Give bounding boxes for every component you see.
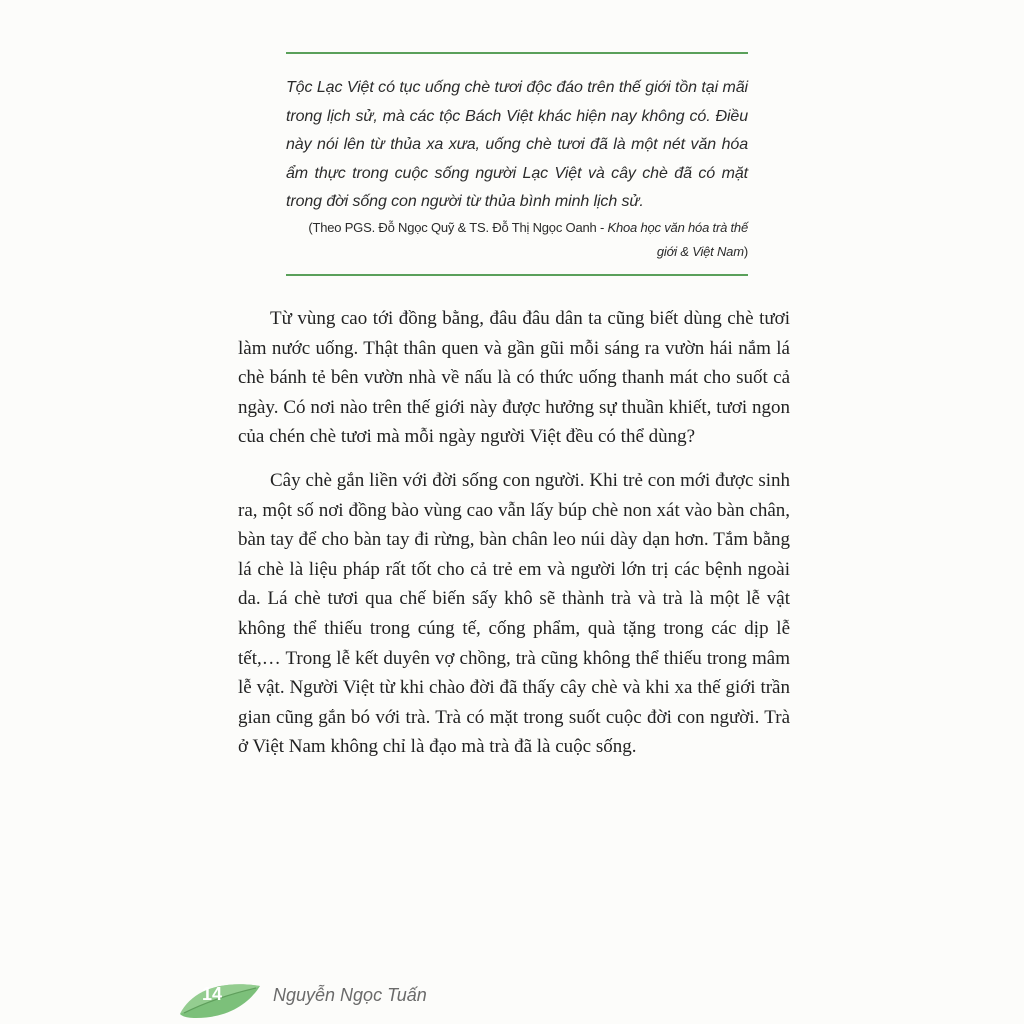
source-prefix: (Theo PGS. Đỗ Ngọc Quỹ & TS. Đỗ Thị Ngọc Oanh - (308, 220, 608, 235)
running-footer-author: Nguyễn Ngọc Tuấn (273, 985, 427, 1005)
paragraph: Cây chè gắn liền với đời sống con người. Khi trẻ con mới được sinh ra, một số nơi đồng bào vùng cao vẫn lấy búp chè non xát vào bàn chân, bàn tay để cho bàn tay đi rừng, bàn chân leo núi dày dạn hơn. Tắm bằng lá chè là liệu pháp rất tốt cho cả trẻ em và người lớn trị các bệnh ngoài da. Lá chè tươi qua chế biến sấy khô sẽ thành trà và trà là một lễ vật không thể thiếu trong cúng tế, cống phẩm, quà tặng trong các dịp lễ tết,… Trong lễ kết duyên vợ chồng, trà cũng không thể thiếu trong mâm lễ vật. Người Việt từ khi chào đời đã thấy cây chè và khi xa thế giới trần gian cũng gắn bó với trà. Trà có mặt trong suốt cuộc đời con người. Trà ở Việt Nam không chỉ là đạo mà trà đã là cuộc sống. (238, 469, 790, 758)
source-title: Khoa học văn hóa trà thế giới & Việt Nam (607, 220, 748, 259)
quote-text: Tộc Lạc Việt có tục uống chè tươi độc đáo trên thế giới tồn tại mãi trong lịch sử, mà các tộc Bách Việt khác hiện nay không có. Điều này nói lên từ thủa xa xưa, uống chè tươi đã là một nét văn hóa ẩm thực trong cuộc sống người Lạc Việt và cây chè đã có mặt trong đời sống con người từ thủa bình minh lịch sử. (286, 79, 748, 210)
body-text (238, 304, 790, 762)
page-footer (178, 976, 578, 1020)
paragraph: Từ vùng cao tới đồng bằng, đâu đâu dân ta cũng biết dùng chè tươi làm nước uống. Thật thân quen và gần gũi mỗi sáng ra vườn hái nắm lá chè bánh tẻ bên vườn nhà về nấu là có thức uống thanh mát cho suốt cả ngày. Có nơi nào trên thế giới này được hưởng sự thuần khiết, tươi ngon của chén chè tươi mà mỗi ngày người Việt đều có thể dùng? (238, 308, 790, 448)
quote-source (296, 216, 748, 264)
source-suffix: ) (743, 244, 748, 259)
quote-box (286, 52, 748, 278)
quote-bottom-rule (286, 274, 748, 276)
page-number: 14 (202, 984, 223, 1004)
quote-top-rule (286, 52, 748, 54)
